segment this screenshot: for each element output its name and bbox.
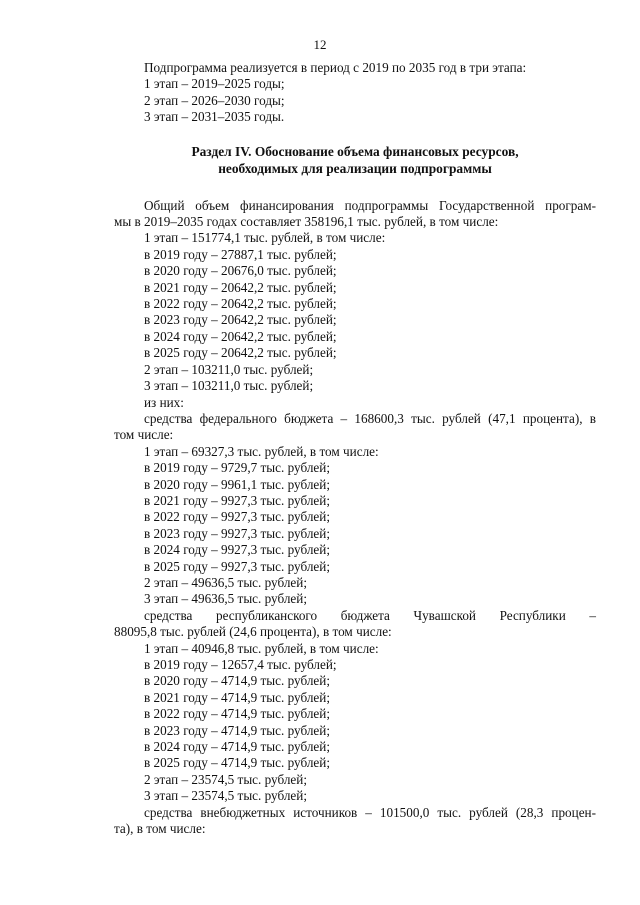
page-body (114, 60, 596, 837)
list-item: 3 этап – 23574,5 тыс. рублей; (144, 788, 308, 804)
list-item: в 2020 году – 20676,0 тыс. рублей; (144, 263, 337, 279)
intro-line: 2 этап – 2026–2030 годы; (144, 92, 285, 108)
section-heading (114, 143, 596, 177)
list-item: в 2020 году – 4714,9 тыс. рублей; (144, 673, 330, 689)
list-item: в 2024 году – 20642,2 тыс. рублей; (144, 328, 337, 344)
republic-paragraph-line: 88095,8 тыс. рублей (24,6 процента), в том числе: (114, 624, 392, 640)
total-paragraph-line: Общий объем финансирования подпрограммы Государственной програм- (144, 197, 596, 213)
list-item: в 2024 году – 9927,3 тыс. рублей; (144, 542, 330, 558)
spacer (114, 177, 596, 198)
intro-line: 3 этап – 2031–2035 годы. (144, 109, 285, 125)
page-number: 12 (313, 37, 327, 52)
intro-line: Подпрограмма реализуется в период с 2019 по 2035 год в три этапа: (144, 60, 527, 75)
list-item: в 2025 году – 9927,3 тыс. рублей; (144, 558, 330, 574)
total-paragraph-line: мы в 2019–2035 годах составляет 358196,1 тыс. рублей, в том числе: (114, 214, 499, 230)
list-item: из них: (144, 394, 184, 410)
list-item: в 2022 году – 4714,9 тыс. рублей; (144, 706, 330, 722)
list-item: в 2023 году – 9927,3 тыс. рублей; (144, 525, 330, 541)
republic-paragraph-line: средства республиканского бюджета Чувашской Республики – (144, 607, 596, 623)
list-item: в 2019 году – 12657,4 тыс. рублей; (144, 657, 337, 672)
list-item: в 2025 году – 4714,9 тыс. рублей; (144, 755, 330, 771)
list-item: 3 этап – 103211,0 тыс. рублей; (144, 378, 314, 394)
intro-line: 1 этап – 2019–2025 годы; (144, 76, 285, 92)
federal-paragraph-line: том числе: (114, 427, 174, 443)
list-item: 2 этап – 23574,5 тыс. рублей; (144, 771, 308, 787)
list-item: в 2022 году – 9927,3 тыс. рублей; (144, 509, 330, 525)
list-item: в 2019 году – 27887,1 тыс. рублей; (144, 246, 337, 262)
list-item: 1 этап – 151774,1 тыс. рублей, в том числе: (144, 230, 386, 246)
section-heading-line: необходимых для реализации подпрограммы (218, 160, 492, 176)
list-item: 2 этап – 49636,5 тыс. рублей; (144, 574, 308, 590)
list-item: 2 этап – 103211,0 тыс. рублей; (144, 361, 314, 377)
list-item: в 2021 году – 4714,9 тыс. рублей; (144, 689, 330, 705)
list-item: в 2023 году – 4714,9 тыс. рублей; (144, 722, 330, 738)
list-item: в 2019 году – 9729,7 тыс. рублей; (144, 460, 330, 476)
federal-paragraph-line: средства федерального бюджета – 168600,3 тыс. рублей (47,1 процента), в (144, 410, 596, 426)
list-item: в 2023 году – 20642,2 тыс. рублей; (144, 312, 337, 328)
list-item: 1 этап – 69327,3 тыс. рублей, в том числе: (144, 443, 379, 459)
list-item: в 2022 году – 20642,2 тыс. рублей; (144, 296, 337, 312)
extrabudget-paragraph-line: средства внебюджетных источников – 101500,0 тыс. рублей (28,3 процен- (144, 804, 596, 820)
list-item: 1 этап – 40946,8 тыс. рублей, в том числе: (144, 640, 379, 656)
list-item: в 2021 году – 9927,3 тыс. рублей; (144, 492, 330, 508)
list-item: в 2024 году – 4714,9 тыс. рублей; (144, 739, 330, 755)
section-heading-line: Раздел IV. Обоснование объема финансовых ресурсов, (191, 143, 519, 159)
list-item: в 2020 году – 9961,1 тыс. рублей; (144, 476, 330, 492)
list-item: в 2025 году – 20642,2 тыс. рублей; (144, 345, 337, 361)
list-item: в 2021 году – 20642,2 тыс. рублей; (144, 279, 337, 295)
list-item: 3 этап – 49636,5 тыс. рублей; (144, 591, 308, 607)
extrabudget-paragraph-line: та), в том числе: (114, 821, 206, 837)
